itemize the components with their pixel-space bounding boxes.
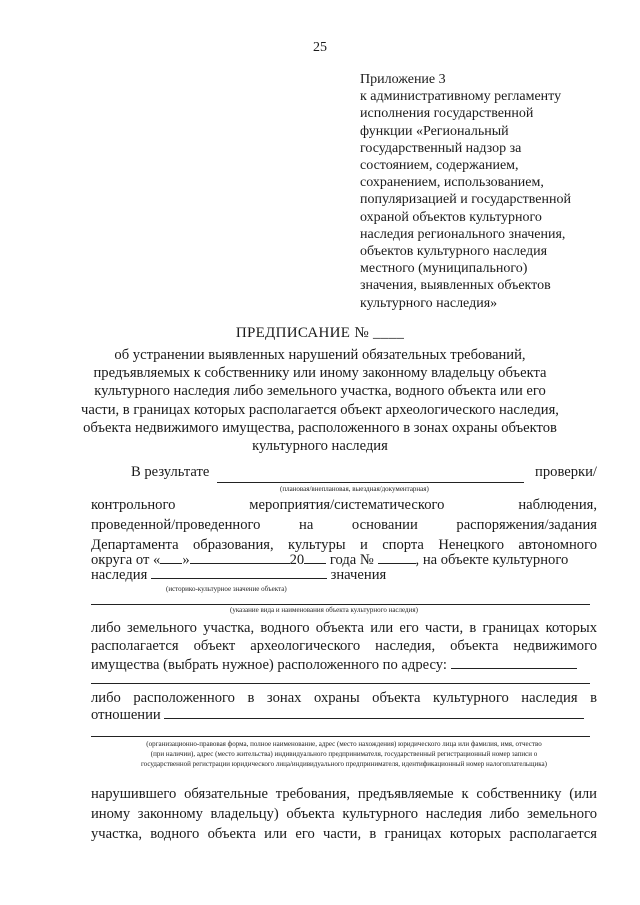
address-field-continued[interactable] — [91, 683, 590, 684]
appendix-line: государственный надзор за — [360, 140, 522, 156]
document-title: ПРЕДПИСАНИЕ № ____ — [235, 325, 405, 341]
subtitle-line: об устранении выявленных нарушений обязательных требований, — [114, 347, 526, 363]
relation-line — [91, 706, 597, 724]
relation-field[interactable] — [164, 706, 584, 719]
appendix-line: популяризацией и государственной — [360, 192, 571, 208]
quote-close: » — [182, 552, 190, 568]
body-line: контрольного мероприятия/систематического наблюдения, — [91, 497, 597, 513]
address-field[interactable] — [451, 656, 577, 669]
body-line: либо расположенного в зонах охраны объекта культурного наследия в — [91, 690, 597, 706]
okrug-prefix: округа от « — [91, 552, 161, 568]
page-number: 25 — [313, 40, 327, 55]
day-field[interactable] — [160, 551, 182, 564]
subtitle-line: культурного наследия — [252, 438, 388, 455]
appendix-line: сохранением, использованием, — [360, 175, 544, 191]
significance-field[interactable] — [151, 566, 327, 579]
body-line: Департамента образования, культуры и спорта Ненецкого автономного — [91, 537, 597, 553]
check-type-caption: (плановая/внеплановая, выездная/документарная) — [280, 485, 429, 493]
body-line: располагается объект археологического наследия, объекта недвижимого — [91, 638, 597, 654]
address-line — [91, 656, 597, 674]
object-text: , на объекте культурного — [415, 552, 569, 568]
check-type-field[interactable] — [217, 482, 524, 483]
appendix-line: местного (муниципального) — [360, 261, 528, 277]
body-line: участка, водного объекта или его части, в границах которых располагается — [91, 826, 597, 842]
appendix-line: Приложение 3 — [360, 72, 446, 87]
significance-caption: (историко-культурное значение объекта) — [166, 585, 287, 593]
number-field[interactable] — [378, 551, 416, 564]
subtitle-line: части, в границах которых располагается объект археологического наследия, — [81, 401, 559, 418]
result-prefix: В результате — [131, 464, 210, 480]
appendix-line: к административному регламенту — [360, 89, 562, 105]
appendix-line: объектов культурного наследия — [360, 244, 548, 260]
year-field[interactable] — [304, 551, 326, 564]
appendix-line: наследия регионального значения, — [360, 226, 566, 242]
appendix-line: культурного наследия» — [360, 295, 498, 311]
document-subtitle — [80, 346, 560, 455]
heritage-suffix: значения — [330, 567, 387, 583]
month-field[interactable] — [190, 551, 290, 564]
address-label: имущества (выбрать нужное) расположенного по адресу: — [91, 657, 447, 673]
result-suffix: проверки/ — [535, 464, 597, 480]
appendix-line: функции «Региональный — [360, 123, 509, 139]
organization-caption — [91, 739, 597, 769]
subtitle-line: предъявляемых к собственнику или иному законному владельцу объекта — [93, 365, 547, 382]
heritage-line — [91, 566, 597, 584]
caption-line: (организационно-правовая форма, полное наименование, адрес (место нахождения) юридического лица или фамилия, имя, отчество — [146, 740, 542, 748]
body-line: иному законному владельцу) объекта культурного наследия либо земельного — [91, 806, 597, 822]
appendix-header — [360, 71, 610, 312]
organization-field[interactable] — [91, 736, 590, 737]
year-word: года № — [329, 552, 374, 568]
subtitle-line: культурного наследия либо земельного участка, водного объекта или его — [94, 383, 546, 400]
body-line: либо земельного участка, водного объекта или его части, в границах которых — [91, 620, 597, 636]
relation-label: отношении — [91, 707, 161, 723]
appendix-line: значения, выявленных объектов — [360, 278, 551, 294]
year-prefix: 20 — [289, 552, 305, 568]
object-name-caption: (указание вида и наименования объекта культурного наследия) — [230, 606, 418, 614]
caption-line: (при наличии), адрес (место жительства) индивидуального предпринимателя, государственный регистрационный номер записи о — [150, 750, 538, 758]
appendix-line: состоянием, содержанием, — [360, 158, 519, 174]
appendix-line: охраной объектов культурного — [360, 209, 542, 225]
body-line: проведенной/проведенного на основании распоряжения/задания — [91, 517, 597, 533]
body-line: нарушившего обязательные требования, предъявляемые к собственнику (или — [91, 786, 597, 802]
appendix-line: исполнения государственной — [360, 106, 534, 122]
subtitle-line: объекта недвижимого имущества, расположенного в зонах охраны объектов — [83, 419, 557, 436]
caption-line: государственной регистрации юридического лица/индивидуального предпринимателя, идентификационный номер налогоплательщика) — [140, 760, 547, 768]
heritage-prefix: наследия — [91, 567, 148, 583]
object-name-field[interactable] — [91, 604, 590, 605]
